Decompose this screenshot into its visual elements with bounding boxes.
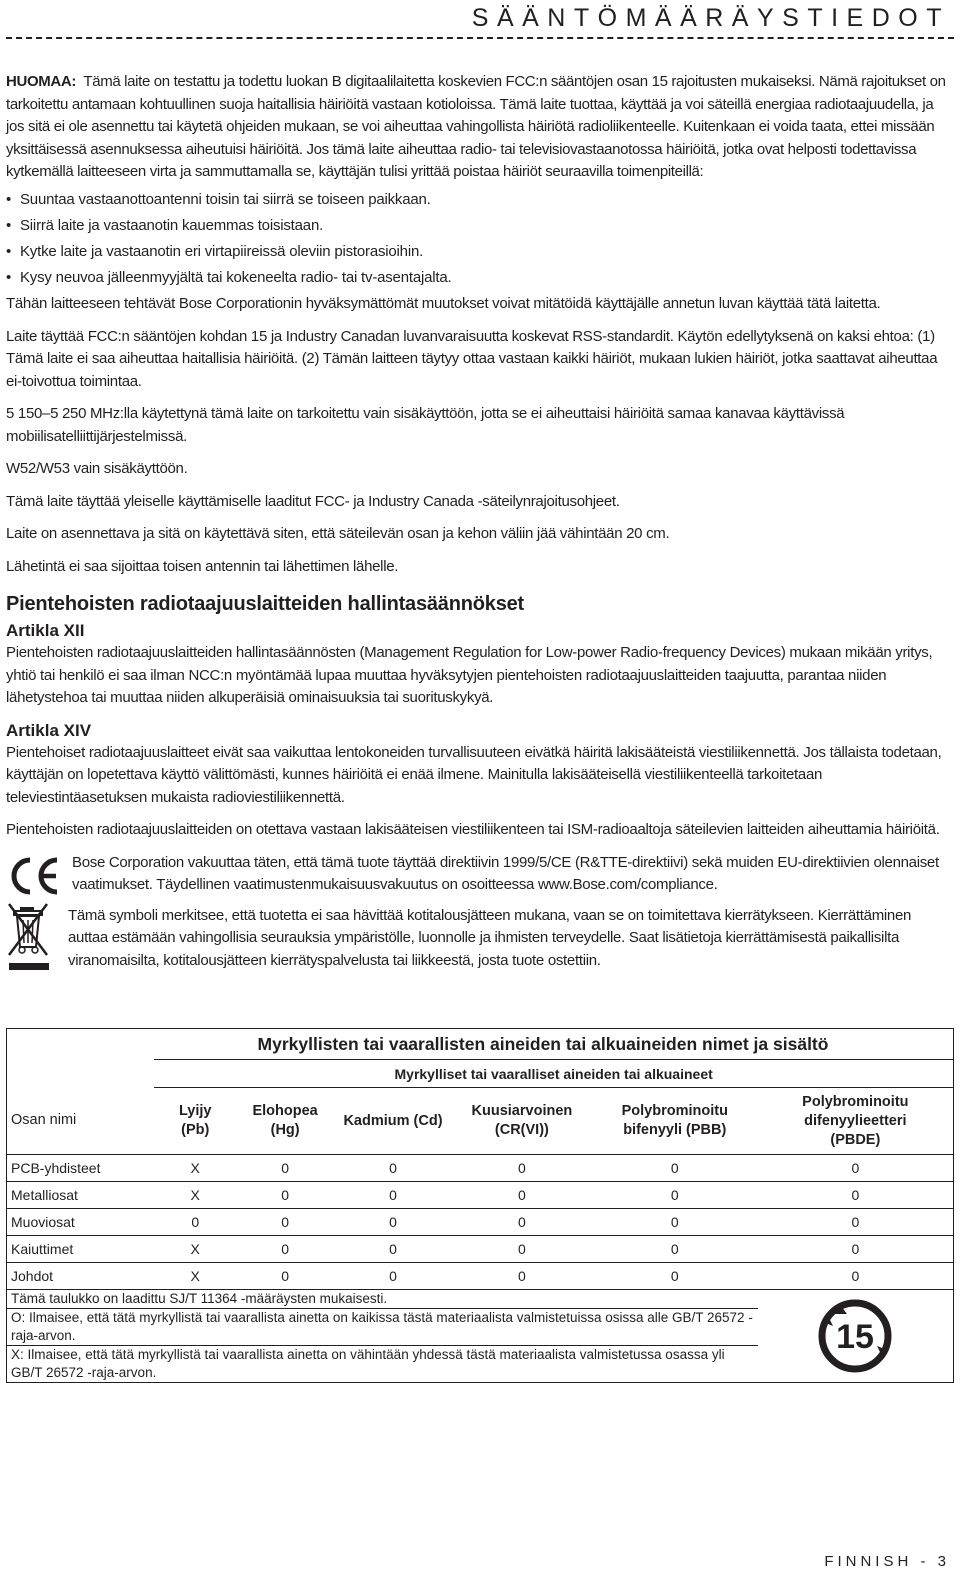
table-cell: 0 xyxy=(334,1263,452,1290)
table-cell: 0 xyxy=(236,1182,334,1209)
table-cell: 0 xyxy=(236,1236,334,1263)
ce-declaration-text: Bose Corporation vakuuttaa täten, että tämä tuote täyttää direktiivin 1999/5/CE (R&TTE-direktiivi) sekä muiden EU-direktiivien olennaiset vaatimukset. Täydellinen vaatimustenmukaisuusvakuutus on osoitteessa www.Bose.com/compliance. xyxy=(72,853,939,893)
row-part-name: Muoviosat xyxy=(7,1209,155,1236)
table-cell: 0 xyxy=(334,1155,452,1182)
article-xiv-text: Pientehoiset radiotaajuuslaitteet eivät saa vaikuttaa lentokoneiden turvallisuuteen eivätkä häiritä lakisääteistä viestiliikennettä. Jos tällaista todetaan, käyttäjän on lopetettava käyttö välittömästi, kunnes häiriöitä ei enää ilmene. Mainitulla lakisääteisellä viestiliikenteellä tarkoitetaan televiestintäasetuksen mukaista radioviestiliikennettä. xyxy=(6,743,942,806)
table-cell: X xyxy=(154,1236,236,1263)
interference-measures-list xyxy=(6,189,954,290)
column-header-cd: Kadmium (Cd) xyxy=(334,1088,452,1155)
table-cell: 0 xyxy=(592,1236,758,1263)
table-cell: 0 xyxy=(236,1155,334,1182)
section-title: Pientehoisten radiotaajuuslaitteiden hallintasäännökset xyxy=(6,593,525,615)
table-header-row xyxy=(7,1088,954,1155)
w52-w53-paragraph: W52/W53 vain sisäkäyttöön. xyxy=(6,460,188,477)
table-footnote: O: Ilmaisee, että tätä myrkyllistä tai vaarallista ainetta on kaikissa tästä materiaalista valmistetuissa osissa alle GB/T 26572 -raja-arvon. xyxy=(7,1309,758,1346)
table-row xyxy=(7,1236,954,1263)
table-footnote: Tämä taulukko on laadittu SJ/T 11364 -määräysten mukaisesti. xyxy=(7,1290,758,1309)
table-cell: X xyxy=(154,1263,236,1290)
table-cell: 0 xyxy=(334,1236,452,1263)
epup-number: 15 xyxy=(836,1318,875,1356)
article-xii-text: Pientehoisten radiotaajuuslaitteiden hallintasäännösten (Management Regulation for Low-power Radio-frequency Devices) mukaan mikään yritys, yhtiö tai henkilö ei saa ilman NCC:n myöntämää lupaa muuttaa hyväksytyjen pientehoisten radiotaajuuslaitteiden taajuutta, parantaa niiden lähetystehoa tai muuttaa niiden alkuperäisiä ominaisuuksia tai suorituskykyä. xyxy=(6,644,933,706)
table-cell: 0 xyxy=(452,1182,592,1209)
table-cell: 0 xyxy=(334,1209,452,1236)
table-cell: X xyxy=(154,1182,236,1209)
table-cell: 0 xyxy=(452,1236,592,1263)
exposure-limits-paragraph: Tämä laite täyttää yleiselle käyttämiselle laaditut FCC- ja Industry Canada -säteilynrajoitusohjeet. xyxy=(6,492,620,510)
page-header-title: SÄÄNTÖMÄÄRÄYSTIEDOT xyxy=(471,4,950,32)
article-xii-title: Artikla XII xyxy=(6,621,85,640)
weee-notice xyxy=(6,905,954,973)
table-cell: 0 xyxy=(758,1155,954,1182)
colocation-paragraph: Lähetintä ei saa sijoittaa toisen antennin tai lähettimen lähelle. xyxy=(6,557,399,575)
list-item: • Kysy neuvoa jälleenmyyjältä tai kokeneelta radio- tai tv-asentajalta. xyxy=(6,267,954,290)
column-header-part-name: Osan nimi xyxy=(11,1112,77,1129)
table-cell: 0 xyxy=(236,1263,334,1290)
table-cell: 0 xyxy=(452,1155,592,1182)
table-cell: 0 xyxy=(758,1236,954,1263)
column-header-crvi: Kuusiarvoinen (CR(VI)) xyxy=(452,1088,592,1155)
column-header-hg: Elohopea (Hg) xyxy=(236,1088,334,1155)
ce-mark-icon xyxy=(6,856,62,896)
separation-distance-paragraph: Laite on asennettava ja sitä on käytettävä siten, että säteilevän osan ja kehon väliin jää vähintään 20 cm. xyxy=(6,525,670,542)
table-cell: 0 xyxy=(592,1209,758,1236)
table-footnote: X: Ilmaisee, että tätä myrkyllistä tai vaarallista ainetta on vähintään yhdessä tästä materiaalista valmistetussa osassa yli GB/T 26572 -raja-arvon. xyxy=(7,1346,758,1383)
epup-badge-cell xyxy=(758,1290,954,1383)
table-cell: 0 xyxy=(592,1263,758,1290)
article-xiv-title: Artikla XIV xyxy=(6,720,92,740)
list-item: • Siirrä laite ja vastaanotin kauemmas toisistaan. xyxy=(6,215,954,238)
list-item: • Suuntaa vastaanottoantenni toisin tai siirrä se toiseen paikkaan. xyxy=(6,189,954,212)
table-row xyxy=(7,1155,954,1182)
row-part-name: Johdot xyxy=(7,1263,155,1290)
article-xiv-text-2: Pientehoisten radiotaajuuslaitteiden on otettava vastaan lakisääteisen viestiliikenteen tai ISM-radioaaltoja säteilevien laitteiden aiheuttamia häiriöitä. xyxy=(6,821,940,838)
ce-declaration xyxy=(6,852,954,897)
row-part-name: PCB-yhdisteet xyxy=(7,1155,155,1182)
hazardous-substances-table xyxy=(6,1028,954,1383)
table-cell: X xyxy=(154,1155,236,1182)
epup-15-icon xyxy=(813,1294,897,1378)
row-part-name: Metalliosat xyxy=(7,1182,155,1209)
main-content xyxy=(6,71,954,979)
weee-notice-text: Tämä symboli merkitsee, että tuotetta ei saa hävittää kotitalousjätteen mukana, vaan se on toimitettava kierrätykseen. Kierrättäminen auttaa estämään vahingollisia seurauksia ympäristölle, luonnolle ja ihmisten terveydelle. Saat lisätietoja kierrättämisestä paikallisilta viranomaisilta, kotitalousjätteen kierrätyspalvelusta tai liikkeestä, josta tuote ostettiin. xyxy=(68,906,912,969)
crossed-bin-icon xyxy=(6,901,54,973)
table-subtitle: Myrkylliset tai vaaralliset aineiden tai alkuaineet xyxy=(154,1060,953,1088)
table-cell: 0 xyxy=(592,1182,758,1209)
table-cell: 0 xyxy=(334,1182,452,1209)
table-cell: 0 xyxy=(452,1209,592,1236)
indoor-use-paragraph: 5 150–5 250 MHz:lla käytettynä tämä laite on tarkoitettu vain sisäkäyttöön, jotta se ei aiheuttaisi häiriöitä samaa kanavaa käyttävissä mobiilisatelliittijärjestelmissä. xyxy=(6,405,845,445)
table-cell: 0 xyxy=(154,1209,236,1236)
column-header-pb: Lyijy (Pb) xyxy=(154,1088,236,1155)
table-cell: 0 xyxy=(236,1209,334,1236)
fcc-ic-compliance-paragraph: Laite täyttää FCC:n sääntöjen kohdan 15 ja Industry Canadan luvanvaraisuutta koskevat RSS-standardit. Käytön edellytyksenä on kaksi ehtoa: (1) Tämä laite ei saa aiheuttaa haitallisia häiriöitä. (2) Tämän laitteen täytyy ottaa vastaan kaikki häiriöt, mukaan lukien häiriöt, jotka saattavat aiheuttaa ei-toivottua toimintaa. xyxy=(6,327,938,390)
note-label: HUOMAA: xyxy=(6,73,77,90)
table-row xyxy=(7,1209,954,1236)
table-cell: 0 xyxy=(452,1263,592,1290)
table-cell: 0 xyxy=(758,1263,954,1290)
table-row xyxy=(7,1263,954,1290)
column-header-pbde: Polybrominoitu difenyylieetteri (PBDE) xyxy=(758,1088,954,1155)
row-part-name: Kaiuttimet xyxy=(7,1236,155,1263)
table-row xyxy=(7,1182,954,1209)
table-cell: 0 xyxy=(592,1155,758,1182)
list-item: • Kytke laite ja vastaanotin eri virtapiireissä oleviin pistorasioihin. xyxy=(6,241,954,264)
table-cell: 0 xyxy=(758,1182,954,1209)
table-cell: 0 xyxy=(758,1209,954,1236)
column-header-pbb: Polybrominoitu bifenyyli (PBB) xyxy=(592,1088,758,1155)
modification-paragraph: Tähän laitteeseen tehtävät Bose Corporationin hyväksymättömät muutokset voivat mitätöidä käyttäjälle annetun luvan käyttää tätä laitetta. xyxy=(6,295,881,312)
note-text: Tämä laite on testattu ja todettu luokan B digitaalilaitetta koskevien FCC:n sääntöjen osan 15 rajoitusten mukaiseksi. Nämä rajoitukset on tarkoitettu antamaan kohtuullinen suoja haitallisia häiriöitä vastaan kotioloissa. Tämä laite tuottaa, käyttää ja voi säteillä energiaa radiotaajuudella, ja jos sitä ei ole asennettu tai käytetä ohjeiden mukaan, se voi aiheuttaa vahingollista häiriötä radioliikenteelle. Kuitenkaan ei voida taata, ettei missään yksittäisessä asennuksessa aiheutuisi häiriöitä. Jos tämä laite aiheuttaa radio- tai televisiovastaanotossa häiriöitä, jotka ovat helposti todettavissa kytkemällä laitteeseen virta ja sammuttamalla se, käyttäjän tulisi yrittää poistaa häiriöt seuraavilla toimenpiteillä: xyxy=(6,73,946,180)
fcc-note xyxy=(6,71,954,184)
table-title: Myrkyllisten tai vaarallisten aineiden tai alkuaineiden nimet ja sisältö xyxy=(257,1033,829,1054)
page-footer: FINNISH - 3 xyxy=(824,1553,950,1570)
header-dashed-rule xyxy=(6,37,954,39)
